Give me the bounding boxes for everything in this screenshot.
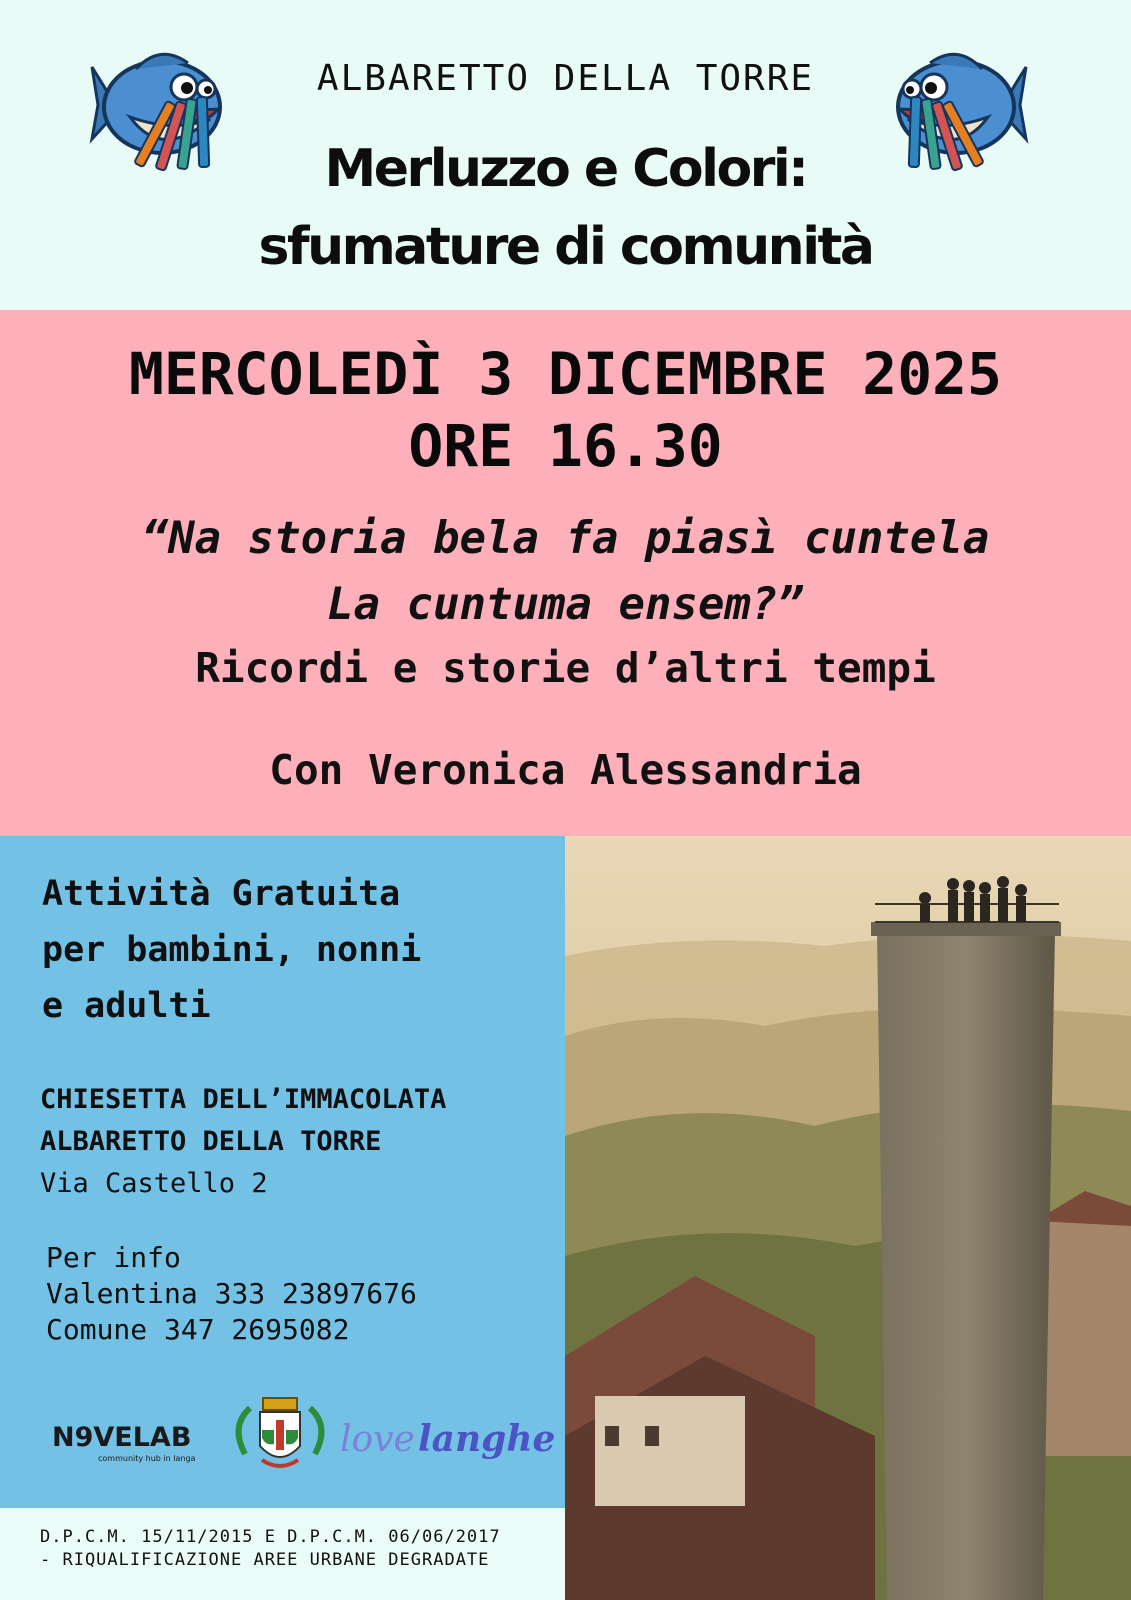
event-quote-line2: La cuntuma ensem?” (327, 579, 804, 630)
novelab-logo (52, 1422, 196, 1463)
event-date: MERCOLEDÌ 3 DICEMBRE 2025 (129, 340, 1002, 408)
activity-line1: Attività Gratuita (42, 874, 401, 914)
svg-text:love: love (340, 1419, 415, 1460)
info-label: Per info (46, 1241, 181, 1274)
sponsor-logos (40, 1386, 556, 1486)
venue-name: CHIESETTA DELL’IMMACOLATA (40, 1084, 447, 1115)
venue-address: Via Castello 2 (40, 1168, 268, 1199)
tower-photo (565, 836, 1131, 1600)
activity-description (42, 866, 421, 1034)
venue-block (40, 1079, 446, 1205)
event-subtitle: Ricordi e storie d’altri tempi (195, 644, 936, 692)
svg-text:N9VELAB: N9VELAB (52, 1422, 192, 1453)
details-panel (0, 836, 565, 1508)
event-host: Con Veronica Alessandria (269, 746, 862, 794)
contact-info (46, 1240, 417, 1348)
event-info-band (0, 310, 1131, 836)
event-title-line2: sfumature di comunità (258, 217, 873, 277)
event-title-line1: Merluzzo e Colori: (324, 139, 807, 199)
svg-text:langhe: langhe (418, 1418, 556, 1460)
contact-valentina: Valentina 333 23897676 (46, 1277, 417, 1310)
event-quote (0, 506, 1131, 638)
legal-footer (0, 1508, 565, 1600)
header (0, 0, 1131, 310)
town-kicker: ALBARETTO DELLA TORRE (316, 58, 815, 99)
event-quote-line1: “Na storia bela fa piasì cuntela (141, 513, 990, 564)
lovelanghe-logo (340, 1418, 555, 1460)
event-time: ORE 16.30 (408, 412, 723, 480)
activity-line3: e adulti (42, 986, 211, 1026)
venue-town: ALBARETTO DELLA TORRE (40, 1126, 382, 1157)
footer-line1: D.P.C.M. 15/11/2015 E D.P.C.M. 06/06/2017 (40, 1527, 501, 1547)
event-datetime (0, 338, 1131, 482)
activity-line2: per bambini, nonni (42, 930, 422, 970)
footer-line2: - RIQUALIFICAZIONE AREE URBANE DEGRADATE (40, 1550, 490, 1570)
coat-of-arms-icon (239, 1398, 322, 1466)
svg-text:community hub in langa: community hub in langa (98, 1454, 196, 1463)
contact-comune: Comune 347 2695082 (46, 1313, 350, 1346)
fish-mascot-icon (878, 35, 1028, 185)
